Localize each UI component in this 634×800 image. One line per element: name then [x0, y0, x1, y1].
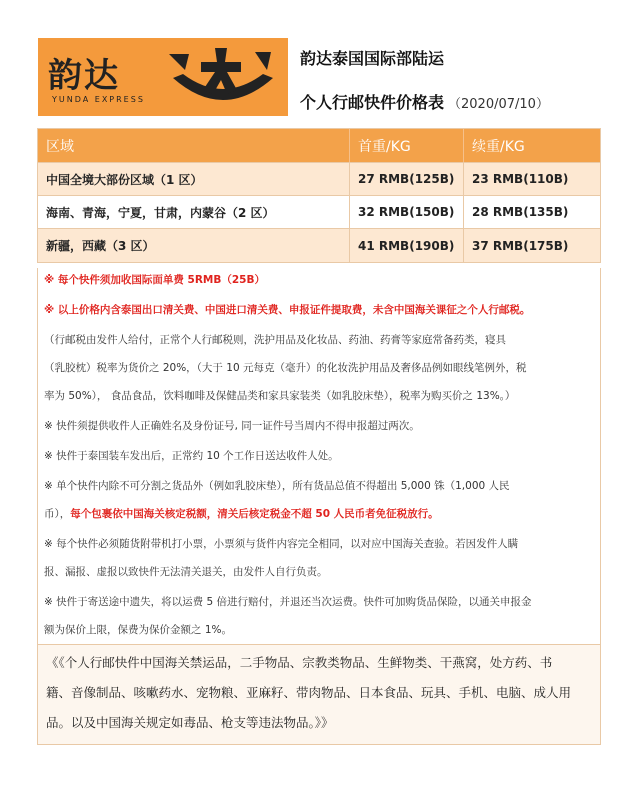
first-weight-cell: 27 RMB(125B)	[350, 163, 464, 195]
extra-weight-cell: 37 RMB(175B)	[472, 238, 569, 253]
price-table	[37, 128, 601, 263]
page-header	[38, 38, 601, 118]
region-cell: 中国全境大部份区域（1 区）	[38, 163, 350, 195]
first-weight-cell: 32 RMB(150B)	[350, 196, 464, 228]
table-row	[38, 229, 600, 262]
prohibited-line: 籍、音像制品、咳嗽药水、宠物粮、亚麻籽、带肉物品、日本食品、玩具、手机、电脑、成人用	[46, 685, 572, 700]
note-receipt-cont: 报、漏报、虚报以致快件无法清关退关，由发件人自行负责。	[44, 566, 328, 578]
note-tax-exempt: 每个包裹依中国海关核定税额，清关后核定税金不超 50 人民币者免征税放行。	[70, 508, 439, 520]
title-date: （2020/07/10）	[448, 97, 549, 112]
prohibited-line: 品。以及中国海关规定如毒品、枪支等违法物品。》》	[46, 715, 334, 730]
region-cell: 海南、青海，宁夏，甘肃，内蒙谷（2 区）	[38, 196, 350, 228]
note-delivery-time: ※ 快件于泰国装车发出后，正常约 10 个工作日送达收件人处。	[44, 450, 339, 462]
note-id-requirement: ※ 快件须提供收件人正确姓名及身份证号, 同一证件号当周内不得申报超过两次。	[44, 420, 420, 432]
extra-weight-cell: 28 RMB(135B)	[472, 205, 569, 219]
note-value-limit-cont	[44, 506, 439, 521]
title-line-1: 韵达泰国国际部陆运	[300, 49, 445, 68]
note-compensation: ※ 快件于寄送途中遗失，将以运费 5 倍进行赔付，并退还当次运费。快件可加购货品保险，以通关申报金	[44, 596, 532, 608]
column-header-extra-weight: 续重/KG	[472, 138, 525, 155]
column-header-first-weight: 首重/KG	[350, 129, 464, 162]
note-label-fee: ※ 每个快件须加收国际面单费 5RMB（25B）	[44, 274, 265, 286]
logo-subtitle: YUNDA EXPRESS	[52, 95, 145, 104]
column-header-region: 区域	[38, 129, 350, 162]
note-text: 币），	[44, 508, 71, 520]
table-row	[38, 163, 600, 196]
note-price-includes: ※ 以上价格内含泰国出口清关费、中国进口清关费、申报证件提取费，未含中国海关课征之个人行邮税。	[44, 304, 531, 316]
logo-text: 韵达	[48, 56, 120, 96]
table-header-row	[38, 129, 600, 163]
prohibited-items-section	[37, 645, 601, 745]
note-value-limit: ※ 单个快件内除不可分割之货品外（例如乳胶床垫），所有货品总值不得超出 5,000 铢（1,000 人民	[44, 480, 510, 492]
yunda-logo	[38, 38, 288, 116]
title-line-2	[300, 90, 549, 113]
note-compensation-cont: 额为保价上限，保费为保价金额之 1%。	[44, 624, 232, 636]
title-text: 个人行邮快件价格表	[300, 93, 445, 112]
table-row	[38, 196, 600, 229]
note-tax-line: （行邮税由发件人给付，正常个人行邮税则，洗护用品及化妆品、药油、药膏等家庭常备药类，寝具	[44, 334, 506, 346]
note-tax-line: 率为 50%）， 食品食品，饮料咖啡及保健品类和家具家装类（如乳胶床垫），税率为购买价之 13%。）	[44, 390, 516, 402]
yunda-mark-icon	[163, 44, 283, 112]
note-tax-line: （乳胶枕）税率为货价之 20%，（大于 10 元每克（毫升）的化妆洗护用品及奢侈品例如眼线笔例外，税	[44, 362, 527, 374]
first-weight-cell: 41 RMB(190B)	[350, 229, 464, 262]
note-receipt: ※ 每个快件必须随货附带机打小票，小票须与货件内容完全相同，以对应中国海关查验。若因发件人瞒	[44, 538, 519, 550]
extra-weight-cell: 23 RMB(110B)	[472, 172, 569, 186]
prohibited-line: 《《个人行邮快件中国海关禁运品，二手物品、宗教类物品、生鲜物类、干燕窝，处方药、书	[46, 655, 553, 670]
notes-section	[37, 268, 601, 645]
region-cell: 新疆，西藏（3 区）	[38, 229, 350, 262]
